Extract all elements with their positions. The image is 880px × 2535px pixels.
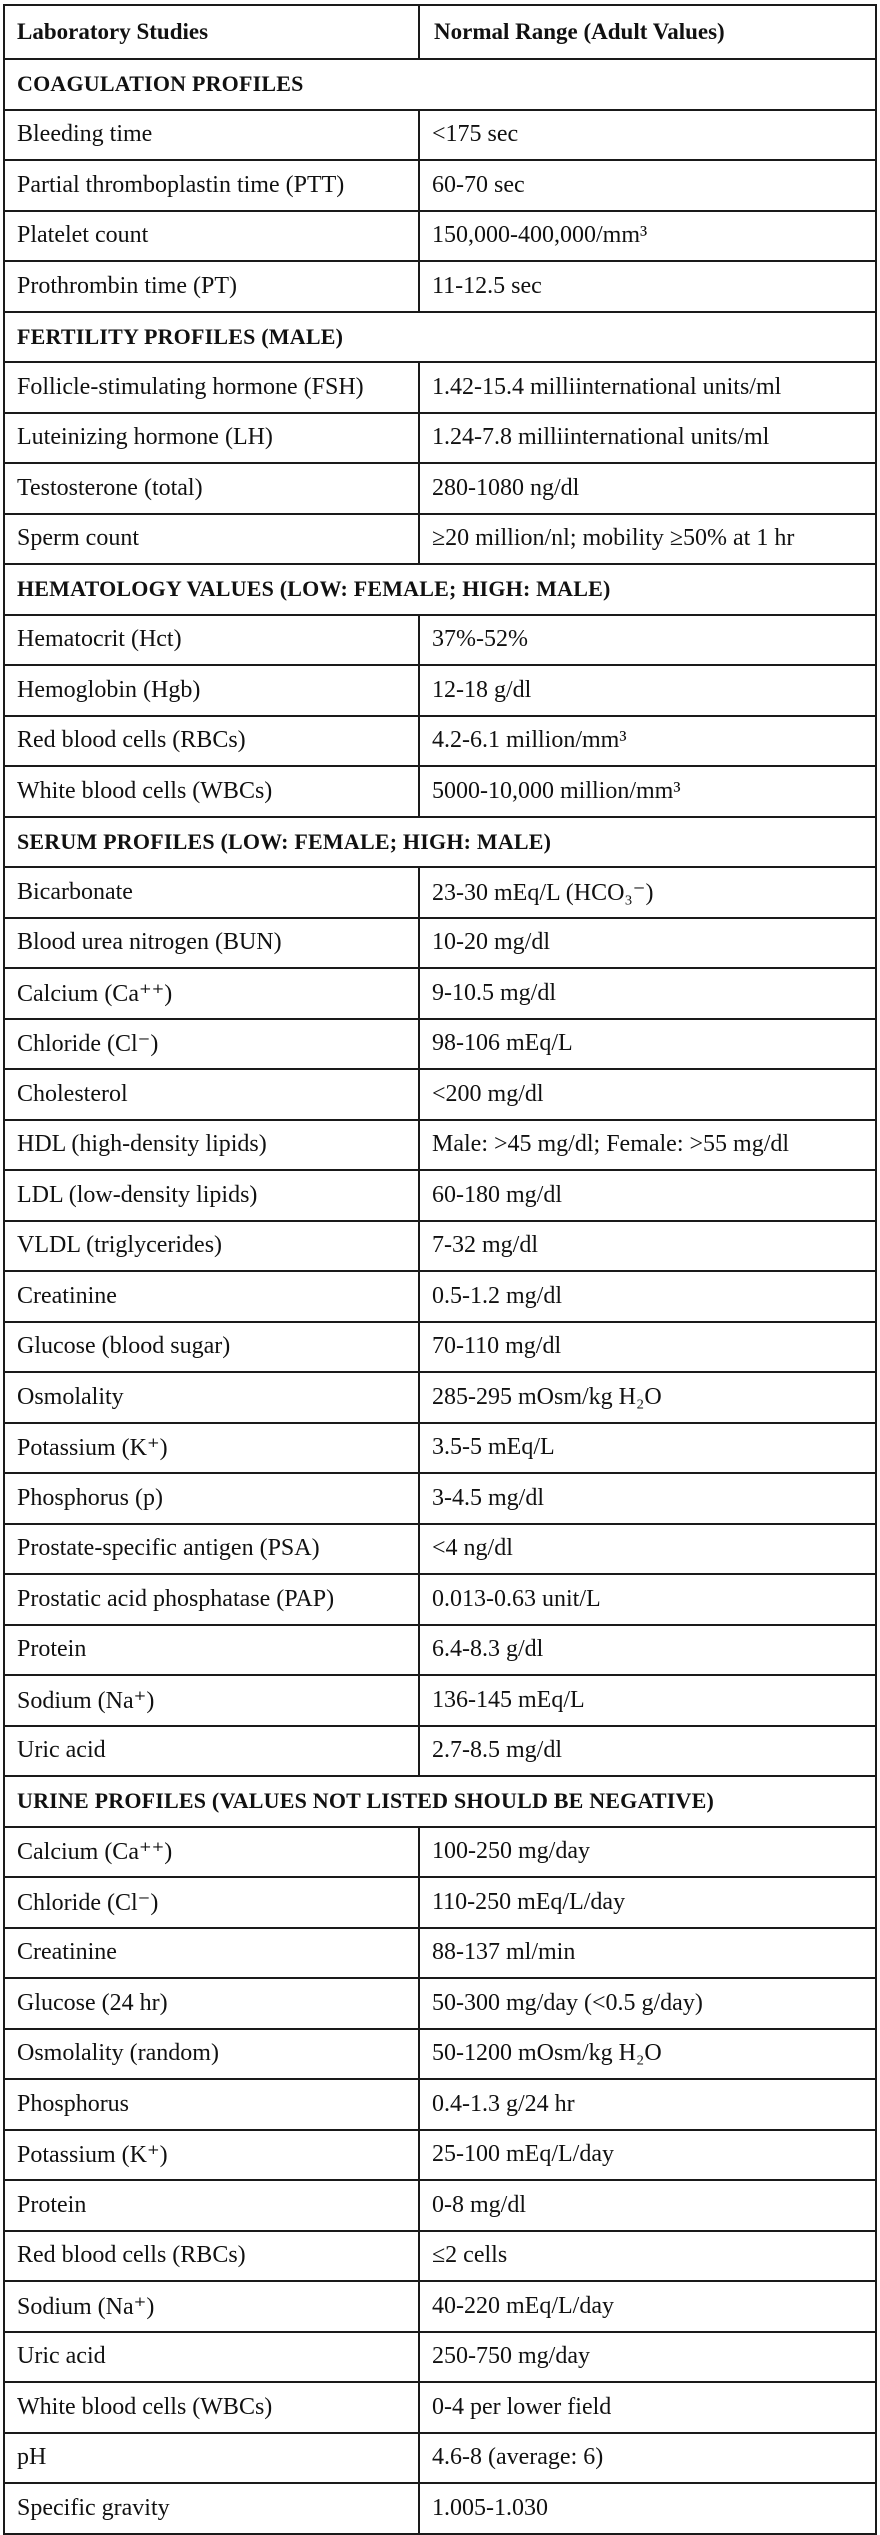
normal-range-cell: <4 ng/dl [419, 1524, 876, 1575]
table-row [4, 1574, 876, 1625]
test-name-cell: Sperm count [4, 514, 419, 565]
table-row [4, 1524, 876, 1575]
table-row [4, 2483, 876, 2534]
normal-range-cell: 98-106 mEq/L [419, 1019, 876, 1070]
table-row [4, 1978, 876, 2029]
test-name-cell: Creatinine [4, 1928, 419, 1979]
table-row [4, 2180, 876, 2231]
normal-range-cell: Male: >45 mg/dl; Female: >55 mg/dl [419, 1120, 876, 1171]
normal-range-cell: 4.2-6.1 million/mm³ [419, 716, 876, 767]
normal-range-cell: 4.6-8 (average: 6) [419, 2433, 876, 2484]
normal-range-cell: 280-1080 ng/dl [419, 463, 876, 514]
test-name-cell: Hemoglobin (Hgb) [4, 665, 419, 716]
table-row [4, 1271, 876, 1322]
normal-range-cell: 88-137 ml/min [419, 1928, 876, 1979]
normal-range-cell: 23-30 mEq/L (HCO₃⁻) [419, 867, 876, 918]
normal-range-cell: 50-300 mg/day (<0.5 g/day) [419, 1978, 876, 2029]
table-row [4, 968, 876, 1019]
table-row [4, 2130, 876, 2181]
test-name-cell: Hematocrit (Hct) [4, 615, 419, 666]
header-laboratory-studies: Laboratory Studies [4, 5, 419, 59]
test-name-cell: HDL (high-density lipids) [4, 1120, 419, 1171]
normal-range-cell: ≥20 million/nl; mobility ≥50% at 1 hr [419, 514, 876, 565]
table-row [4, 918, 876, 969]
normal-range-cell: 12-18 g/dl [419, 665, 876, 716]
normal-range-cell: 7-32 mg/dl [419, 1221, 876, 1272]
test-name-cell: Uric acid [4, 1726, 419, 1777]
table-row [4, 514, 876, 565]
table-header-row [4, 5, 876, 59]
normal-range-cell: 1.24-7.8 milliinternational units/ml [419, 413, 876, 464]
test-name-cell: Blood urea nitrogen (BUN) [4, 918, 419, 969]
test-name-cell: Uric acid [4, 2332, 419, 2383]
test-name-cell: pH [4, 2433, 419, 2484]
table-row [4, 2029, 876, 2080]
table-row [4, 1827, 876, 1878]
test-name-cell: Phosphorus (p) [4, 1473, 419, 1524]
lab-values-table [3, 4, 877, 2535]
normal-range-cell: 150,000-400,000/mm³ [419, 211, 876, 262]
table-row [4, 1170, 876, 1221]
normal-range-cell: 0.013-0.63 unit/L [419, 1574, 876, 1625]
table-row [4, 1019, 876, 1070]
test-name-cell: Bleeding time [4, 110, 419, 161]
test-name-cell: Calcium (Ca⁺⁺) [4, 1827, 419, 1878]
normal-range-cell: 0.5-1.2 mg/dl [419, 1271, 876, 1322]
section-header-row [4, 1776, 876, 1827]
normal-range-cell: 250-750 mg/day [419, 2332, 876, 2383]
table-row [4, 2433, 876, 2484]
normal-range-cell: <200 mg/dl [419, 1069, 876, 1120]
test-name-cell: Cholesterol [4, 1069, 419, 1120]
table-row [4, 2079, 876, 2130]
section-title: FERTILITY PROFILES (MALE) [4, 312, 876, 363]
table-row [4, 2332, 876, 2383]
table-row [4, 1675, 876, 1726]
table-row [4, 1877, 876, 1928]
test-name-cell: Protein [4, 2180, 419, 2231]
table-row [4, 211, 876, 262]
normal-range-cell: 136-145 mEq/L [419, 1675, 876, 1726]
normal-range-cell: 6.4-8.3 g/dl [419, 1625, 876, 1676]
section-header-row [4, 564, 876, 615]
section-header-row [4, 312, 876, 363]
table-row [4, 1322, 876, 1373]
test-name-cell: Testosterone (total) [4, 463, 419, 514]
table-row [4, 1120, 876, 1171]
normal-range-cell: 60-180 mg/dl [419, 1170, 876, 1221]
test-name-cell: Phosphorus [4, 2079, 419, 2130]
normal-range-cell: 0.4-1.3 g/24 hr [419, 2079, 876, 2130]
table-row [4, 2281, 876, 2332]
table-row [4, 1473, 876, 1524]
table-row [4, 1423, 876, 1474]
table-row [4, 261, 876, 312]
table-row [4, 1625, 876, 1676]
test-name-cell: Sodium (Na⁺) [4, 1675, 419, 1726]
test-name-cell: Luteinizing hormone (LH) [4, 413, 419, 464]
normal-range-cell: 0-8 mg/dl [419, 2180, 876, 2231]
table-row [4, 362, 876, 413]
section-title: COAGULATION PROFILES [4, 59, 876, 110]
test-name-cell: Potassium (K⁺) [4, 1423, 419, 1474]
table-row [4, 1372, 876, 1423]
normal-range-cell: 1.42-15.4 milliinternational units/ml [419, 362, 876, 413]
test-name-cell: White blood cells (WBCs) [4, 2382, 419, 2433]
test-name-cell: Osmolality [4, 1372, 419, 1423]
table-row [4, 665, 876, 716]
test-name-cell: Chloride (Cl⁻) [4, 1019, 419, 1070]
header-normal-range: Normal Range (Adult Values) [419, 5, 876, 59]
table-row [4, 1069, 876, 1120]
test-name-cell: Chloride (Cl⁻) [4, 1877, 419, 1928]
test-name-cell: Glucose (blood sugar) [4, 1322, 419, 1373]
test-name-cell: Prothrombin time (PT) [4, 261, 419, 312]
table-row [4, 160, 876, 211]
normal-range-cell: 37%-52% [419, 615, 876, 666]
normal-range-cell: 1.005-1.030 [419, 2483, 876, 2534]
table-row [4, 615, 876, 666]
normal-range-cell: <175 sec [419, 110, 876, 161]
test-name-cell: Prostate-specific antigen (PSA) [4, 1524, 419, 1575]
section-title: SERUM PROFILES (LOW: FEMALE; HIGH: MALE) [4, 817, 876, 868]
test-name-cell: LDL (low-density lipids) [4, 1170, 419, 1221]
normal-range-cell: 10-20 mg/dl [419, 918, 876, 969]
test-name-cell: Follicle-stimulating hormone (FSH) [4, 362, 419, 413]
test-name-cell: Red blood cells (RBCs) [4, 2231, 419, 2282]
section-header-row [4, 817, 876, 868]
normal-range-cell: 100-250 mg/day [419, 1827, 876, 1878]
table-row [4, 867, 876, 918]
table-row [4, 716, 876, 767]
test-name-cell: Partial thromboplastin time (PTT) [4, 160, 419, 211]
test-name-cell: Sodium (Na⁺) [4, 2281, 419, 2332]
test-name-cell: Creatinine [4, 1271, 419, 1322]
test-name-cell: Platelet count [4, 211, 419, 262]
normal-range-cell: 11-12.5 sec [419, 261, 876, 312]
normal-range-cell: 60-70 sec [419, 160, 876, 211]
section-title: URINE PROFILES (VALUES NOT LISTED SHOULD BE NEGATIVE) [4, 1776, 876, 1827]
normal-range-cell: 3-4.5 mg/dl [419, 1473, 876, 1524]
test-name-cell: Calcium (Ca⁺⁺) [4, 968, 419, 1019]
normal-range-cell: 40-220 mEq/L/day [419, 2281, 876, 2332]
normal-range-cell: 285-295 mOsm/kg H₂O [419, 1372, 876, 1423]
test-name-cell: Potassium (K⁺) [4, 2130, 419, 2181]
test-name-cell: Red blood cells (RBCs) [4, 716, 419, 767]
table-row [4, 2382, 876, 2433]
normal-range-cell: 3.5-5 mEq/L [419, 1423, 876, 1474]
normal-range-cell: 110-250 mEq/L/day [419, 1877, 876, 1928]
lab-values-body [4, 5, 876, 2534]
normal-range-cell: 50-1200 mOsm/kg H₂O [419, 2029, 876, 2080]
table-row [4, 1928, 876, 1979]
table-row [4, 1726, 876, 1777]
table-row [4, 110, 876, 161]
normal-range-cell: 70-110 mg/dl [419, 1322, 876, 1373]
normal-range-cell: 5000-10,000 million/mm³ [419, 766, 876, 817]
table-row [4, 413, 876, 464]
test-name-cell: White blood cells (WBCs) [4, 766, 419, 817]
normal-range-cell: 9-10.5 mg/dl [419, 968, 876, 1019]
table-row [4, 2231, 876, 2282]
test-name-cell: Glucose (24 hr) [4, 1978, 419, 2029]
test-name-cell: Osmolality (random) [4, 2029, 419, 2080]
normal-range-cell: 0-4 per lower field [419, 2382, 876, 2433]
test-name-cell: Specific gravity [4, 2483, 419, 2534]
test-name-cell: VLDL (triglycerides) [4, 1221, 419, 1272]
table-row [4, 463, 876, 514]
section-header-row [4, 59, 876, 110]
normal-range-cell: 25-100 mEq/L/day [419, 2130, 876, 2181]
test-name-cell: Protein [4, 1625, 419, 1676]
table-row [4, 766, 876, 817]
normal-range-cell: 2.7-8.5 mg/dl [419, 1726, 876, 1777]
test-name-cell: Bicarbonate [4, 867, 419, 918]
section-title: HEMATOLOGY VALUES (LOW: FEMALE; HIGH: MALE) [4, 564, 876, 615]
table-row [4, 1221, 876, 1272]
test-name-cell: Prostatic acid phosphatase (PAP) [4, 1574, 419, 1625]
normal-range-cell: ≤2 cells [419, 2231, 876, 2282]
